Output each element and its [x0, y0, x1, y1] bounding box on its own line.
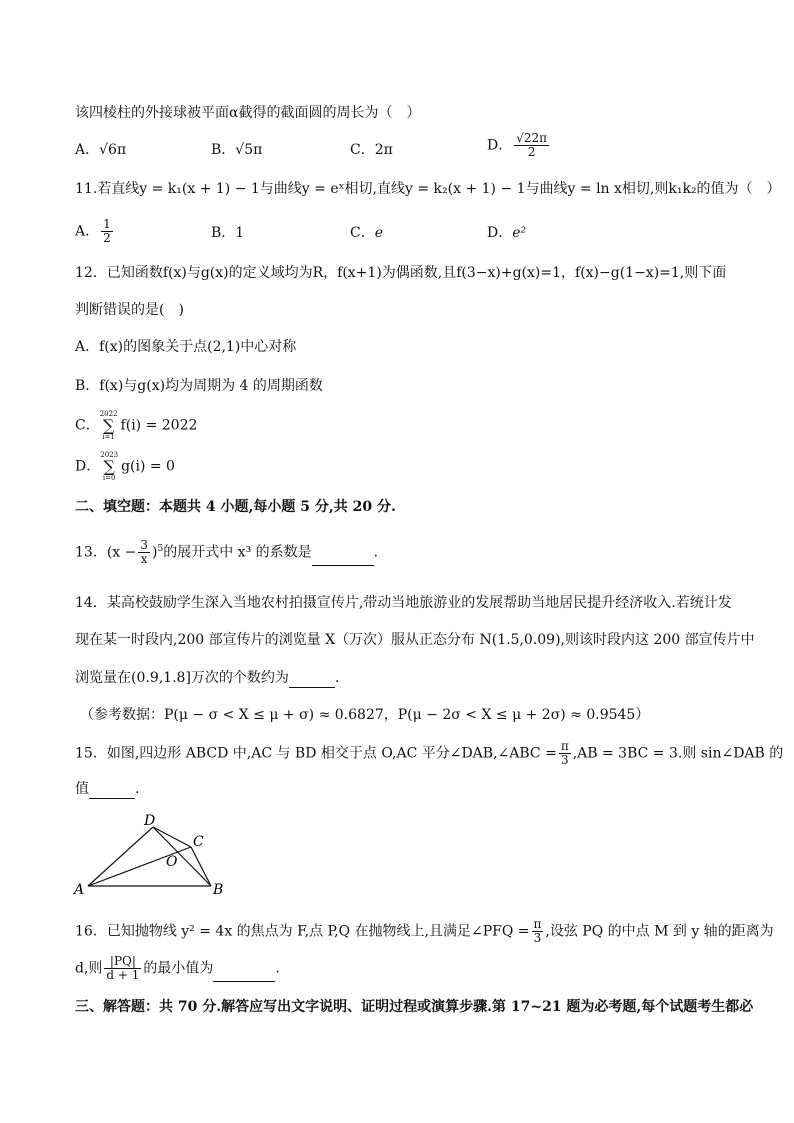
- q12-option-d: [75, 451, 175, 482]
- q11-option-c: [350, 223, 383, 243]
- label-a: A: [74, 882, 85, 898]
- q16-line1-a: 16．已知抛物线 y² = 4x 的焦点为 F,点 P,Q 在抛物线上,且满足∠PFQ =: [75, 923, 530, 940]
- q10-option-d: [487, 132, 551, 159]
- fraction-denominator: 3: [533, 931, 542, 945]
- label-b: B: [213, 882, 224, 898]
- q12-option-a: A．f(x)的图象关于点(2,1)中心对称: [75, 339, 297, 355]
- q10-stem-tail: 该四棱柱的外接球被平面α截得的截面圆的周长为（ ）: [75, 105, 421, 121]
- q15-line2: [75, 779, 724, 799]
- fraction-denominator: x: [140, 552, 148, 567]
- sum-expression: f(i) = 2022: [120, 417, 198, 434]
- fraction-numerator: π: [533, 917, 542, 931]
- segment-cb: [191, 847, 211, 886]
- q14-reference-data: （参考数据：P(μ − σ < X ≤ μ + σ) ≈ 0.6827，P(μ − 2σ < X ≤ μ + 2σ) ≈ 0.9545）: [80, 707, 650, 723]
- q10-option-b: [211, 140, 262, 160]
- sum-lower: i=1: [102, 433, 115, 441]
- q16-line2-a: d,则: [75, 960, 103, 977]
- q16-answer-blank[interactable]: [213, 967, 275, 982]
- q13-open: (x −: [106, 544, 137, 561]
- q12-option-c: [75, 410, 197, 441]
- q15-fraction: [559, 740, 571, 767]
- segment-dc: [153, 827, 191, 847]
- summation: [100, 410, 118, 441]
- option-value: √5π: [235, 142, 263, 158]
- option-value: e²: [512, 225, 527, 241]
- q15-line1-b: ,AB = 3BC = 3.则 sin∠DAB 的: [572, 745, 784, 762]
- q13-exponent: 5: [157, 544, 164, 554]
- q12-option-b: B．f(x)与g(x)均为周期为 4 的周期函数: [75, 378, 323, 394]
- q13-end: .: [373, 544, 379, 561]
- q15-line2-end: .: [135, 781, 140, 797]
- fraction-numerator: π: [560, 739, 569, 753]
- q15-line2-text: 值: [75, 781, 89, 797]
- option-label: C．: [350, 225, 375, 241]
- q11-option-b: [211, 223, 244, 243]
- q14-line2: 现在某一时段内,200 部宣传片的浏览量 X（万次）服从正态分布 N(1.5,0.09),则该时段内这 200 部宣传片中: [75, 632, 755, 648]
- quadrilateral-figure: [70, 810, 240, 900]
- q11-option-a: [75, 218, 115, 245]
- option-label: D．: [487, 225, 513, 241]
- q16-fraction-2: [104, 955, 141, 982]
- q16-line2-b: 的最小值为: [143, 960, 214, 977]
- q14-line3: [75, 668, 724, 688]
- option-value: e: [374, 225, 384, 241]
- q15-line1: [75, 740, 783, 767]
- q12-stem-line2: 判断错误的是( ): [75, 302, 184, 318]
- fraction-numerator: 1: [103, 217, 111, 231]
- option-fraction: [514, 132, 549, 159]
- sigma-icon: ∑: [102, 416, 115, 435]
- label-o: O: [166, 854, 178, 870]
- option-value: √6π: [99, 142, 127, 158]
- q16-line2-end: .: [275, 960, 280, 977]
- q13-fraction: [138, 539, 150, 566]
- fraction-denominator: 2: [527, 145, 536, 159]
- q14-line3-end: .: [334, 670, 340, 686]
- option-value: 1: [235, 225, 245, 241]
- fraction-denominator: d + 1: [106, 968, 140, 982]
- label-c: C: [193, 834, 204, 850]
- q13-prefix: 13．: [75, 544, 107, 561]
- q16-line2: [75, 955, 280, 982]
- section-3-heading: 三、解答题：共 70 分.解答应写出文字说明、证明过程或演算步骤.第 17~21 题为必考题,每个试题考生都必: [75, 999, 754, 1015]
- label-d: D: [144, 813, 156, 829]
- q16-fraction: [532, 918, 544, 945]
- q13: [75, 539, 378, 566]
- q14-line3-text: 浏览量在(0.9,1.8]万次的个数约为: [75, 670, 289, 686]
- q12-stem-line1: 12．已知函数f(x)与g(x)的定义域均为R，f(x+1)为偶函数,且f(3−x)+g(x)=1，f(x)−g(1−x)=1,则下面: [75, 265, 727, 281]
- fraction-denominator: 3: [560, 753, 569, 767]
- section-2-heading: 二、填空题：本题共 4 小题,每小题 5 分,共 20 分.: [75, 499, 396, 515]
- q10-option-a: [75, 140, 126, 160]
- option-label: C．: [75, 417, 100, 434]
- fraction-numerator: 3: [140, 538, 149, 553]
- option-label: A．: [75, 142, 100, 158]
- sum-upper: 2022: [99, 410, 118, 418]
- sum-lower: i=0: [102, 474, 116, 482]
- summation: [100, 451, 118, 482]
- q14-answer-blank[interactable]: [289, 673, 335, 688]
- q13-close: ): [152, 544, 158, 561]
- option-label: D．: [487, 137, 513, 154]
- sum-expression: g(i) = 0: [121, 458, 175, 475]
- sigma-icon: ∑: [103, 457, 115, 476]
- q10-option-c: [350, 140, 393, 160]
- option-label: C．: [350, 142, 375, 158]
- q15-line1-a: 15．如图,四边形 ABCD 中,AC 与 BD 相交于点 O,AC 平分∠DAB,∠ABC =: [75, 745, 557, 762]
- option-fraction: [101, 218, 113, 245]
- option-label: B．: [211, 225, 236, 241]
- q15-answer-blank[interactable]: [89, 784, 135, 799]
- option-value: 2π: [374, 142, 393, 158]
- option-label: A．: [75, 223, 100, 240]
- q13-tail: 的展开式中 x³ 的系数是: [163, 544, 312, 561]
- option-label: B．: [211, 142, 236, 158]
- q13-answer-blank[interactable]: [312, 551, 374, 566]
- option-label: D．: [75, 458, 101, 475]
- fraction-numerator: |PQ|: [104, 955, 141, 969]
- q16-line1: [75, 918, 774, 945]
- fraction-numerator: √22π: [516, 131, 548, 145]
- sum-upper: 2023: [100, 451, 119, 459]
- q11-option-d: [487, 223, 526, 243]
- fraction-denominator: 2: [103, 231, 111, 245]
- q16-line1-b: ,设弦 PQ 的中点 M 到 y 轴的距离为: [545, 923, 774, 940]
- segment-ad: [88, 827, 153, 886]
- q11-stem: 11.若直线y = k₁(x + 1) − 1与曲线y = eˣ相切,直线y = k₂(x + 1) − 1与曲线y = ln x相切,则k₁k₂的值为（ ）: [75, 181, 781, 197]
- q14-line1: 14．某高校鼓励学生深入当地农村拍摄宣传片,带动当地旅游业的发展帮助当地居民提升经济收入.若统计发: [75, 595, 732, 611]
